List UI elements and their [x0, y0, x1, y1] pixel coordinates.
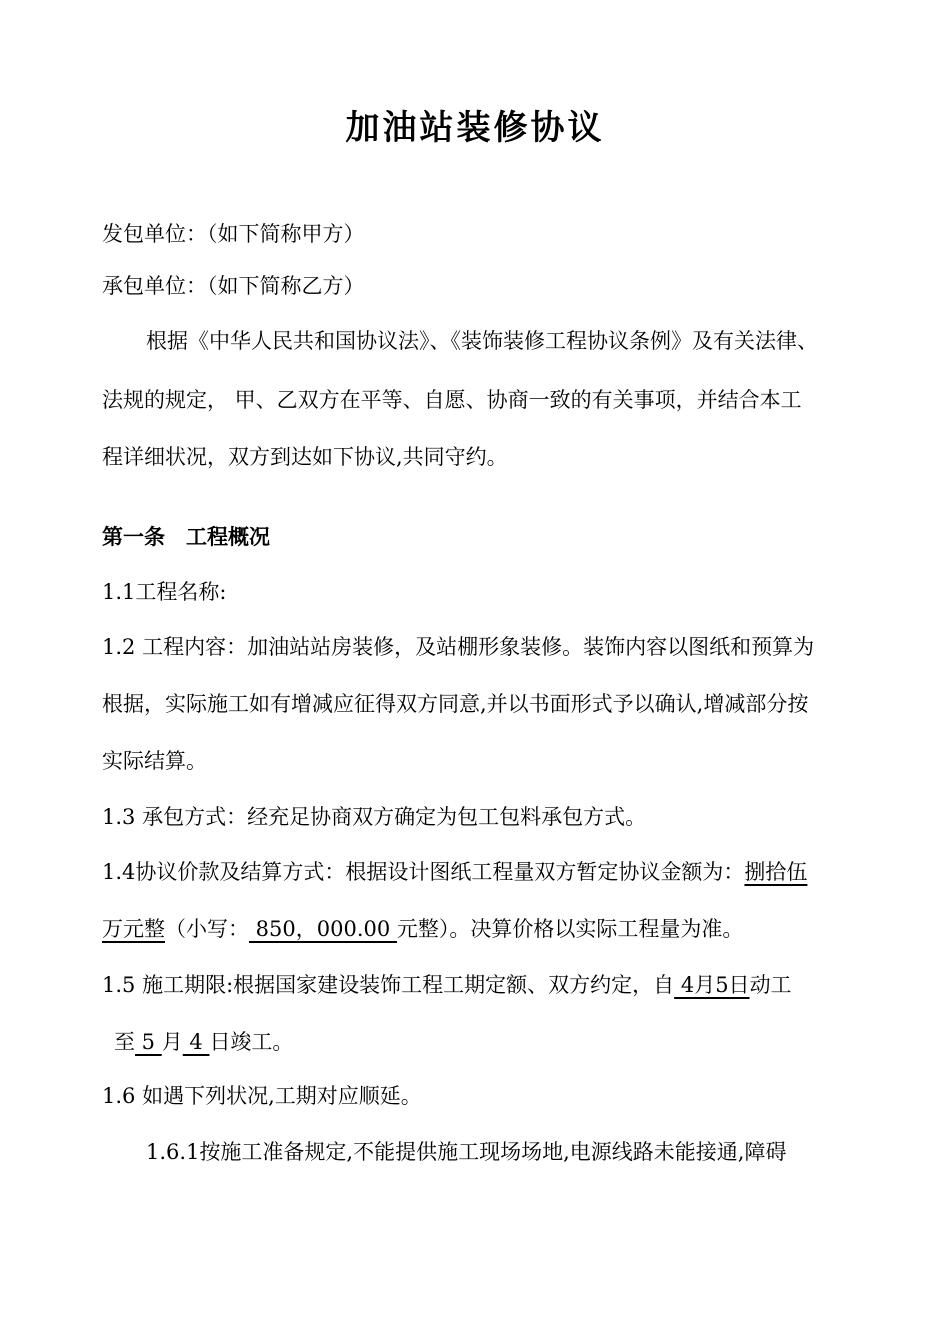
to-label: 至: [114, 1030, 135, 1054]
month-label: 月: [161, 1030, 183, 1054]
contractor-line: 承包单位：（如下简称乙方）: [102, 274, 365, 298]
item-1-5-line-1: [102, 970, 792, 1000]
preamble-line-3: 程详细状况，双方到达如下协议,共同守约。: [102, 445, 508, 469]
end-day: 4: [182, 1030, 210, 1054]
item-1-4-suffix: 元整）。决算价格以实际工程量为准。: [396, 917, 744, 941]
start-suffix: 动工: [749, 973, 792, 997]
item-1-5-line-2: [114, 1027, 293, 1057]
item-1-6-1: 1.6.1按施工准备规定,不能提供施工现场场地,电源线路未能接通,障碍: [146, 1140, 787, 1164]
item-1-2-line-2: 根据，实际施工如有增减应征得双方同意,并以书面形式予以确认,增减部分按: [102, 692, 809, 716]
item-1-2-line-3: 实际结算。: [102, 749, 207, 773]
article-1-heading: 第一条 工程概况: [102, 524, 270, 549]
item-1-5-prefix: 1.5 施工期限:根据国家建设装饰工程工期定额、双方约定，自: [102, 973, 675, 997]
item-1-4-line-1: [102, 857, 807, 887]
end-month: 5: [135, 1030, 162, 1054]
document-title: 加油站装修协议: [345, 108, 605, 148]
amount-in-figures: 850，000.00: [249, 917, 397, 941]
end-suffix: 日竣工。: [209, 1030, 294, 1054]
amount-in-words-part-2: 万元整: [102, 917, 165, 941]
item-1-2-line-1: 1.2 工程内容：加油站站房装修，及站棚形象装修。装饰内容以图纸和预算为: [102, 635, 815, 659]
item-1-4-line-2: [102, 914, 743, 944]
preamble-line-2: 法规的规定， 甲、乙双方在平等、自愿、协商一致的有关事项，并结合本工: [102, 388, 802, 412]
amount-in-words-part-1: 捌拾伍: [744, 860, 808, 884]
item-1-1: 1.1工程名称:: [102, 580, 227, 604]
preamble-line-1: 根据《中华人民共和国协议法》、《装饰装修工程协议条例》及有关法律、: [146, 329, 818, 353]
item-1-3: 1.3 承包方式：经充足协商双方确定为包工包料承包方式。: [102, 805, 647, 829]
start-date: 4月5日: [674, 973, 750, 997]
small-amount-label: （小写：: [165, 917, 249, 941]
employer-line: 发包单位：（如下简称甲方）: [102, 222, 365, 246]
item-1-4-prefix: 1.4协议价款及结算方式：根据设计图纸工程量双方暂定协议金额为：: [102, 860, 745, 884]
item-1-6: 1.6 如遇下列状况,工期对应顺延。: [102, 1084, 422, 1108]
